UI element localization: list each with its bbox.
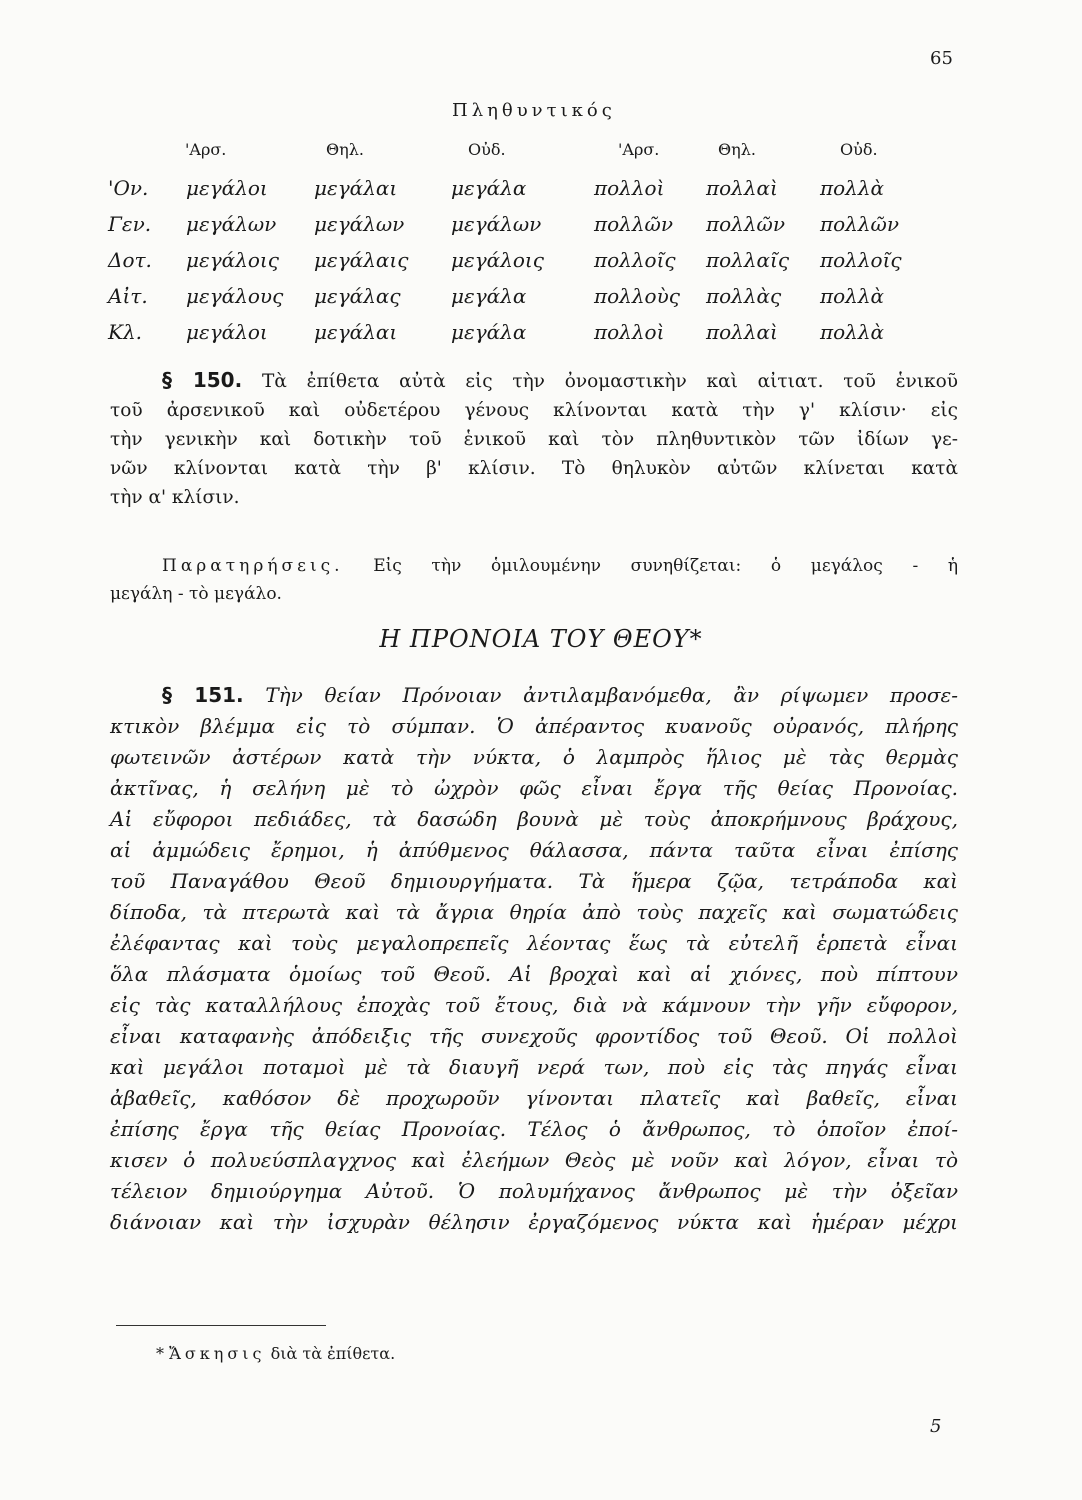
- section-151-line: εἶναι καταφανὴς ἀπόδειξις τῆς συνεχοῦς φροντίδος τοῦ Θεοῦ. Οἱ πολλοὶ: [110, 1024, 958, 1048]
- section-151-line: ὅλα πλάσματα ὁμοίως τοῦ Θεοῦ. Αἱ βροχαὶ καὶ αἱ χιόνες, ποὺ πίπτουν: [110, 962, 958, 986]
- section-150-line-1: § 150. Τὰ ἐπίθετα αὐτὰ εἰς τὴν ὀνομαστικὴν καὶ αἰτιατ. τοῦ ἑνικοῦ: [162, 368, 958, 392]
- table-cell: πολλοῖς: [820, 248, 902, 272]
- table-cell: μεγάλα: [451, 284, 527, 308]
- table-cell: μεγάλοι: [186, 320, 268, 344]
- remarks-line-1: Παρατηρήσεις. Εἰς τὴν ὁμιλουμένην συνηθίζεται: ὁ μεγάλος - ἡ: [162, 556, 958, 576]
- table-cell: πολλοῖς: [594, 248, 676, 272]
- section-151-line: τοῦ Παναγάθου Θεοῦ δημιουργήματα. Τὰ ἥμερα ζῷα, τετράποδα καὶ: [110, 869, 958, 893]
- section-151-line: κισεν ὁ πολυεύσπλαγχνος καὶ ἐλεήμων Θεὸς μὲ νοῦν καὶ λόγον, εἶναι τὸ: [110, 1148, 958, 1172]
- section-heading: Η ΠΡΟΝΟΙΑ ΤΟΥ ΘΕΟΥ*: [379, 625, 703, 653]
- footnote-divider: [116, 1325, 326, 1326]
- section-number: § 150.: [162, 368, 243, 392]
- section-151-line: ἐπίσης ἔργα τῆς θείας Προνοίας. Τέλος ὁ ἄνθρωπος, τὸ ὁποῖον ἐποί-: [110, 1117, 958, 1141]
- header-neut-2: Οὐδ.: [840, 140, 878, 159]
- section-150-line: τοῦ ἀρσενικοῦ καὶ οὐδετέρου γένους κλίνονται κατὰ τὴν γ' κλίσιν· εἰς: [110, 400, 958, 421]
- section-150-line: νῶν κλίνονται κατὰ τὴν β' κλίσιν. Τὸ θηλυκὸν αὐτῶν κλίνεται κατὰ: [110, 458, 958, 479]
- section-number: § 151.: [162, 683, 244, 707]
- table-cell: μεγάλαις: [314, 248, 409, 272]
- header-neut: Οὐδ.: [468, 140, 506, 159]
- header-masc: 'Αρσ.: [185, 140, 227, 159]
- page-number: 65: [930, 48, 953, 69]
- table-cell: πολλοὺς: [594, 284, 680, 308]
- section-150-paragraph: [110, 366, 958, 512]
- remarks-label: Παρατηρήσεις.: [162, 556, 344, 576]
- table-cell: μεγάλων: [314, 212, 405, 236]
- section-151-line: τέλειον δημιούργημα Αὐτοῦ. Ὁ πολυμήχανος ἄνθρωπος μὲ τὴν ὀξεῖαν: [110, 1179, 958, 1203]
- table-cell: πολλαῖς: [706, 248, 790, 272]
- section-150-line: τὴν γενικὴν καὶ δοτικὴν τοῦ ἑνικοῦ καὶ τὸν πληθυντικὸν τῶν ἰδίων γε-: [110, 429, 958, 450]
- table-cell: πολλοὶ: [594, 176, 665, 200]
- table-cell: πολλὰ: [820, 176, 885, 200]
- table-cell: μεγάλαι: [314, 320, 398, 344]
- table-cell: πολλαὶ: [706, 176, 778, 200]
- footnote-label: Ἄσκησις: [169, 1344, 266, 1363]
- table-cell: πολλῶν: [594, 212, 674, 236]
- table-cell: πολλοὶ: [594, 320, 665, 344]
- sheet-number: 5: [930, 1416, 942, 1437]
- section-151-line-1: § 151. Τὴν θείαν Πρόνοιαν ἀντιλαμβανόμεθα, ἂν ρίψωμεν προσε-: [162, 683, 959, 707]
- footnote-text: διὰ τὰ ἐπίθετα.: [270, 1344, 396, 1363]
- table-cell: μεγάλων: [186, 212, 277, 236]
- case-label: Δοτ.: [108, 248, 152, 272]
- table-cell: πολλῶν: [706, 212, 786, 236]
- table-cell: μεγάλων: [451, 212, 542, 236]
- table-row: [108, 212, 958, 246]
- case-label: Αἰτ.: [108, 284, 148, 308]
- footnote: [156, 1344, 395, 1363]
- header-fem-2: Θηλ.: [718, 140, 756, 159]
- table-row: [108, 248, 958, 282]
- section-151-line: εἰς τὰς καταλλήλους ἐποχὰς τοῦ ἔτους, διὰ νὰ κάμνουν τὴν γῆν εὔφορον,: [110, 993, 958, 1017]
- table-cell: μεγάλοις: [186, 248, 279, 272]
- table-cell: μεγάλοι: [186, 176, 268, 200]
- section-150-line: τὴν α' κλίσιν.: [110, 487, 240, 508]
- footnote-marker: *: [156, 1344, 170, 1363]
- section-151-paragraph: [110, 680, 958, 1238]
- table-title: Πληθυντικός: [452, 100, 616, 121]
- section-151-line: ἀκτῖνας, ἡ σελήνη μὲ τὸ ὠχρὸν φῶς εἶναι ἔργα τῆς θείας Προνοίας.: [110, 776, 958, 800]
- table-cell: μεγάλα: [451, 320, 527, 344]
- remarks-line-2: μεγάλη - τὸ μεγάλο.: [110, 584, 282, 604]
- table-cell: μεγάλοις: [451, 248, 544, 272]
- table-row: [108, 176, 958, 210]
- table-cell: πολλαὶ: [706, 320, 778, 344]
- section-151-line: κτικὸν βλέμμα εἰς τὸ σύμπαν. Ὁ ἀπέραντος κυανοῦς οὐρανός, πλήρης: [110, 714, 958, 738]
- case-label: Γεν.: [108, 212, 152, 236]
- section-151-line: καὶ μεγάλοι ποταμοὶ μὲ τὰ διαυγῆ νερά των, ποὺ εἰς τὰς πηγάς εἶναι: [110, 1055, 958, 1079]
- section-151-line: Αἱ εὔφοροι πεδιάδες, τὰ δασώδη βουνὰ μὲ τοὺς ἀποκρήμνους βράχους,: [110, 807, 958, 831]
- table-cell: μεγάλα: [451, 176, 527, 200]
- table-cell: μεγάλους: [186, 284, 284, 308]
- case-label: 'Ον.: [108, 176, 149, 200]
- section-151-line: ἐλέφαντας καὶ τοὺς μεγαλοπρεπεῖς λέοντας ἕως τὰ εὐτελῆ ἑρπετὰ εἶναι: [110, 931, 958, 955]
- table-row: [108, 284, 958, 318]
- section-151-line: διάνοιαν καὶ τὴν ἰσχυρὰν θέλησιν ἐργαζόμενος νύκτα καὶ ἡμέραν μέχρι: [110, 1210, 958, 1234]
- section-151-line: αἱ ἀμμώδεις ἔρημοι, ἡ ἀπύθμενος θάλασσα, πάντα ταῦτα εἶναι ἐπίσης: [110, 838, 958, 862]
- section-151-line: δίποδα, τὰ πτερωτὰ καὶ τὰ ἄγρια θηρία ἀπὸ τοὺς παχεῖς καὶ σωματώδεις: [110, 900, 958, 924]
- table-cell: πολλὰς: [706, 284, 782, 308]
- table-cell: πολλῶν: [820, 212, 900, 236]
- table-cell: πολλὰ: [820, 284, 885, 308]
- header-masc-2: 'Αρσ.: [618, 140, 660, 159]
- table-row: [108, 320, 958, 354]
- remarks-paragraph: [110, 552, 958, 608]
- section-151-line: ἀβαθεῖς, καθόσον δὲ προχωροῦν γίνονται πλατεῖς καὶ βαθεῖς, εἶναι: [110, 1086, 958, 1110]
- table-cell: μεγάλας: [314, 284, 401, 308]
- header-fem: Θηλ.: [326, 140, 364, 159]
- table-cell: μεγάλαι: [314, 176, 398, 200]
- case-label: Κλ.: [108, 320, 142, 344]
- section-151-line: φωτεινῶν ἀστέρων κατὰ τὴν νύκτα, ὁ λαμπρὸς ἥλιος μὲ τὰς θερμὰς: [110, 745, 958, 769]
- table-cell: πολλὰ: [820, 320, 885, 344]
